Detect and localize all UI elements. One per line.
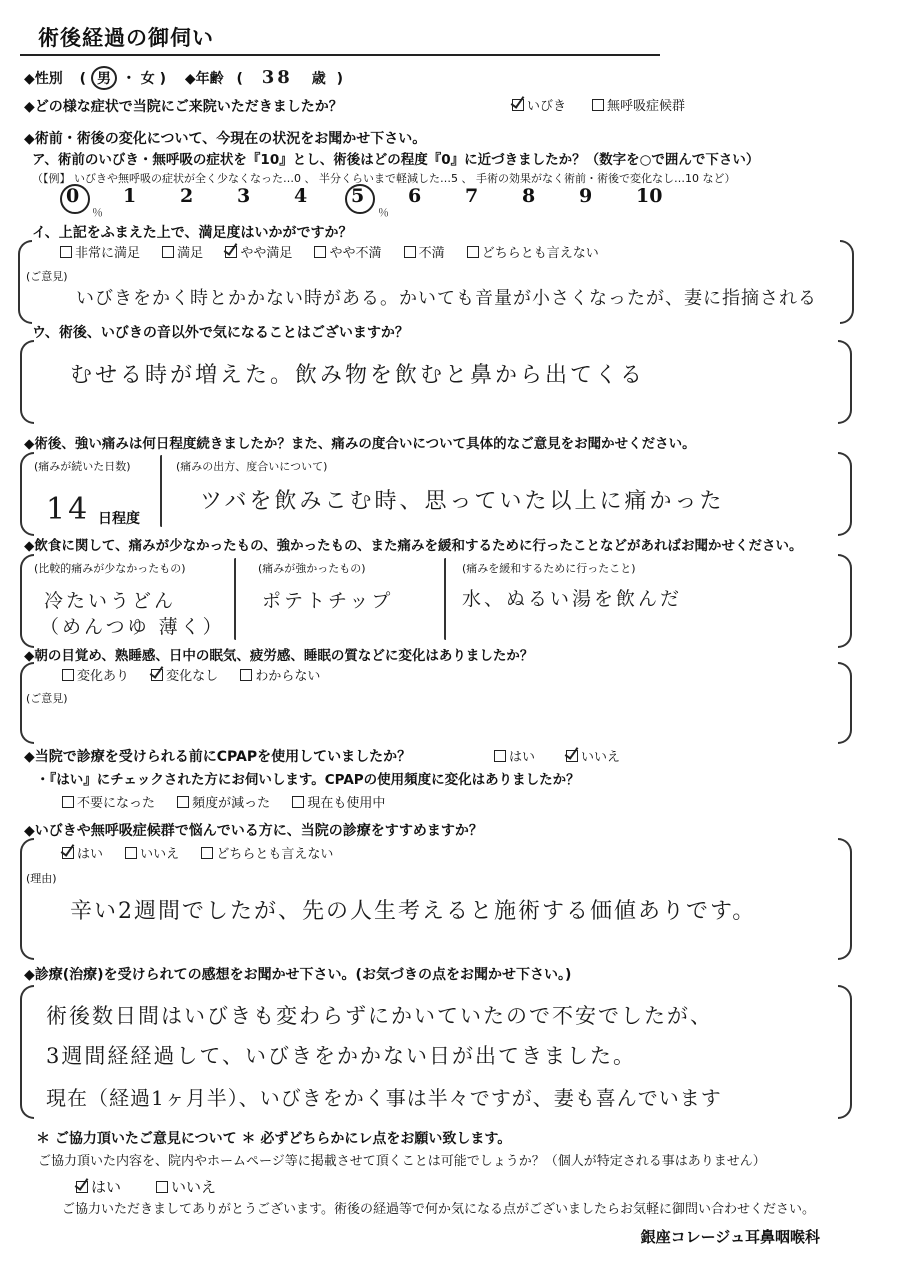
option-label: 不要になった xyxy=(77,796,156,811)
opinion-text[interactable]: いびきをかく時とかかない時がある。かいても音量が小さくなったが、妻に指摘される xyxy=(76,288,817,309)
scale-7[interactable]: 7 xyxy=(465,185,479,207)
bracket-right xyxy=(840,240,854,324)
cpap-option[interactable] xyxy=(292,796,385,811)
option-label: 頻度が減った xyxy=(192,796,271,811)
less-pain-text-1[interactable]: 冷たいうどん xyxy=(44,590,177,612)
gender-male-option[interactable]: 男 xyxy=(91,66,117,90)
option-label: はい xyxy=(91,1178,122,1196)
pain-detail-text[interactable]: ツバを飲みこむ時、思っていた以上に痛かった xyxy=(200,489,725,514)
q2-sub-i: イ、上記をふまえた上で、満足度はいかがですか？ xyxy=(32,225,353,241)
scale-5[interactable]: 5 xyxy=(351,185,365,207)
satisfaction-options xyxy=(60,242,599,261)
annotation-b: ％ xyxy=(378,206,392,219)
thanks-text: ご協力いただきましてありがとうございます。術後の経過等で何か気になる点がございましたらお気軽に御問い合わせください。 xyxy=(62,1202,815,1217)
q1-option-apnea[interactable] xyxy=(592,95,685,114)
bracket-right xyxy=(838,985,852,1119)
cpap-option[interactable] xyxy=(177,796,270,811)
option-label: 無呼吸症候群 xyxy=(607,99,686,114)
scale-6[interactable]: 6 xyxy=(408,185,422,207)
option-label: どちらとも言えない xyxy=(481,246,599,261)
less-pain-label: (比較的痛みが少なかったもの) xyxy=(34,562,186,575)
scale-3[interactable]: 3 xyxy=(237,185,251,207)
page-title: 術後経過の御伺い xyxy=(38,26,214,50)
checkbox-icon[interactable] xyxy=(60,246,72,258)
scale-0[interactable]: 0 xyxy=(66,185,80,207)
q2-sub-a: ア、術前のいびき・無呼吸の症状を『10』とし、術後はどの程度『0』に近づきましたか？（数字を○で囲んで下さい） xyxy=(32,152,760,168)
option-label: はい xyxy=(77,847,104,862)
q6-sub-question: ・『はい』にチェックされた方にお伺いします。CPAPの使用頻度に変化はありましたか？ xyxy=(36,772,580,788)
bracket-right xyxy=(838,452,852,536)
publish-option-no[interactable] xyxy=(156,1176,216,1197)
q7-options xyxy=(62,843,333,862)
profile-row xyxy=(24,66,343,90)
checkbox-checked-icon[interactable] xyxy=(151,669,163,681)
option-label: 満足 xyxy=(177,246,204,261)
q2-heading: ◆術前・術後の変化について、今現在の状況をお聞かせ下さい。 xyxy=(24,131,427,147)
q1-question: ◆どの様な症状で当院にご来院いただきましたか？ xyxy=(24,99,343,115)
q7-question: ◆いびきや無呼吸症候群で悩んでいる方に、当院の診療をすすめますか？ xyxy=(24,823,483,839)
checkbox-icon[interactable] xyxy=(177,796,189,808)
checkbox-checked-icon[interactable] xyxy=(512,99,524,111)
scale-9[interactable]: 9 xyxy=(579,185,593,207)
checkbox-icon[interactable] xyxy=(592,99,604,111)
bracket-left xyxy=(20,452,34,536)
satisfaction-option[interactable] xyxy=(404,246,445,261)
checkbox-checked-icon[interactable] xyxy=(62,847,74,859)
gender-female-option[interactable]: 女 xyxy=(140,71,155,87)
q8-question: ◆診療(治療)を受けられての感想をお聞かせ下さい。(お気づきの点をお聞かせ下さい。) xyxy=(24,967,572,983)
strong-pain-text[interactable]: ポテトチップ xyxy=(262,590,394,612)
scale-10[interactable]: 10 xyxy=(636,185,663,207)
q2-sub-u: ウ、術後、いびきの音以外で気になることはございますか？ xyxy=(32,325,409,341)
checkbox-checked-icon[interactable] xyxy=(76,1181,88,1193)
q5-opinion-label: (ご意見) xyxy=(26,692,68,705)
option-label: どちらとも言えない xyxy=(216,847,334,862)
sleep-option[interactable] xyxy=(240,669,320,684)
checkbox-icon[interactable] xyxy=(156,1181,168,1193)
pain-days-value[interactable]: 14 xyxy=(46,492,91,527)
clinic-name: 銀座コレージュ耳鼻咽喉科 xyxy=(640,1228,820,1246)
q1-option-snoring[interactable] xyxy=(512,95,566,114)
pain-days-label: (痛みが続いた日数) xyxy=(34,460,131,473)
bracket-right xyxy=(838,662,852,744)
checkbox-icon[interactable] xyxy=(162,246,174,258)
option-label: 変化あり xyxy=(77,669,130,684)
reason-label: (理由) xyxy=(26,872,57,885)
q6-sub-options xyxy=(62,792,385,811)
satisfaction-option[interactable] xyxy=(467,246,599,261)
satisfaction-option[interactable] xyxy=(162,246,203,261)
checkbox-icon[interactable] xyxy=(314,246,326,258)
sleep-option[interactable] xyxy=(62,669,129,684)
q5-options xyxy=(62,665,320,684)
checkbox-icon[interactable] xyxy=(201,847,213,859)
satisfaction-option[interactable] xyxy=(314,246,381,261)
recommend-option[interactable] xyxy=(125,847,179,862)
bracket-left xyxy=(20,340,34,424)
impression-line[interactable]: 現在（経過1ヶ月半）、いびきをかく事は半々ですが、妻も喜んでいます xyxy=(46,1086,722,1110)
option-label: はい xyxy=(509,750,536,765)
option-label: やや不満 xyxy=(329,246,382,261)
checkbox-checked-icon[interactable] xyxy=(566,750,578,762)
option-label: 非常に満足 xyxy=(75,246,141,261)
checkbox-icon[interactable] xyxy=(292,796,304,808)
age-value[interactable]: 38 xyxy=(261,67,293,88)
relief-label: (痛みを緩和するために行ったこと) xyxy=(462,562,636,575)
cpap-option[interactable] xyxy=(62,796,155,811)
checkbox-icon[interactable] xyxy=(240,669,252,681)
recommend-option[interactable] xyxy=(62,847,103,862)
publish-option-yes[interactable] xyxy=(76,1176,121,1197)
bracket-left xyxy=(20,985,34,1119)
bracket-right xyxy=(838,340,852,424)
checkbox-icon[interactable] xyxy=(62,796,74,808)
impression-line[interactable]: 術後数日間はいびきも変わらずにかいていたので不安でしたが、 xyxy=(46,1004,713,1028)
bracket-left xyxy=(20,554,34,648)
impression-line[interactable]: 3週間経経過して、いびきをかかない日が出てきました。 xyxy=(46,1044,636,1068)
checkbox-icon[interactable] xyxy=(404,246,416,258)
age-paren-open: ( xyxy=(236,71,243,87)
bracket-right xyxy=(838,554,852,648)
checkbox-icon[interactable] xyxy=(62,669,74,681)
circle-mark-5 xyxy=(345,184,375,214)
divider xyxy=(234,558,237,640)
gender-paren-close: ) xyxy=(159,71,166,87)
scale-4[interactable]: 4 xyxy=(294,185,308,207)
relief-text[interactable]: 水、ぬるい湯を飲んだ xyxy=(462,588,683,610)
q6-question: ◆当院で診療を受けられる前にCPAPを使用していましたか？ xyxy=(24,749,412,765)
circle-mark-0 xyxy=(60,184,90,214)
option-label: 現在も使用中 xyxy=(307,796,386,811)
age-unit: 歳 xyxy=(311,71,326,87)
checkbox-icon[interactable] xyxy=(467,246,479,258)
age-paren-close: ) xyxy=(336,71,343,87)
reason-text[interactable]: 辛い2週間でしたが、先の人生考えると施術する価値ありです。 xyxy=(70,899,757,924)
strong-pain-label: (痛みが強かったもの) xyxy=(258,562,366,575)
scale-2[interactable]: 2 xyxy=(180,185,194,207)
footer-note-heading: ＊ ご協力頂いたご意見について ＊ 必ずどちらかにレ点をお願い致します。 xyxy=(36,1131,512,1147)
gender-paren-open: ( xyxy=(79,71,87,87)
divider xyxy=(160,455,163,527)
option-label: いいえ xyxy=(581,750,621,765)
scale-1[interactable]: 1 xyxy=(123,185,137,207)
q6-option-no[interactable] xyxy=(566,746,620,765)
opinion-label: (ご意見) xyxy=(26,270,68,283)
satisfaction-option[interactable] xyxy=(225,246,292,261)
checkbox-icon[interactable] xyxy=(494,750,506,762)
divider xyxy=(444,558,447,640)
option-label: いびき xyxy=(527,99,567,114)
gender-label: ◆性別 xyxy=(24,71,63,87)
scale-8[interactable]: 8 xyxy=(522,185,536,207)
option-label: いいえ xyxy=(171,1178,217,1196)
option-label: わからない xyxy=(255,669,321,684)
satisfaction-option[interactable] xyxy=(60,246,140,261)
option-label: 不満 xyxy=(418,246,445,261)
q2-example: （【例】 いびきや無呼吸の症状が全く少なくなった…0 、 半分くらいまで軽減した…5 、 手術の効果がなく術前・術後で変化なし…10 など） xyxy=(32,172,736,185)
option-label: 変化なし xyxy=(166,669,219,684)
checkbox-checked-icon[interactable] xyxy=(225,246,237,258)
age-label: ◆年齢 xyxy=(184,71,224,87)
q5-question: ◆朝の目覚め、熟睡感、日中の眠気、疲労感、睡眠の質などに変化はありましたか？ xyxy=(24,648,534,664)
option-label: いいえ xyxy=(140,847,180,862)
option-label: やや満足 xyxy=(240,246,293,261)
q4-question: ◆飲食に関して、痛みが少なかったもの、強かったもの、また痛みを緩和するために行ったことなどがあればお聞かせください。 xyxy=(24,538,803,554)
other-concern-text[interactable]: むせる時が増えた。飲み物を飲むと鼻から出てくる xyxy=(70,363,646,388)
gender-separator: ・ xyxy=(121,71,136,87)
q6-option-yes[interactable] xyxy=(494,746,535,765)
bracket-left xyxy=(20,838,34,960)
sleep-option[interactable] xyxy=(151,669,218,684)
recommend-option[interactable] xyxy=(201,847,333,862)
checkbox-icon[interactable] xyxy=(125,847,137,859)
less-pain-text-2[interactable]: （めんつゆ 薄く） xyxy=(40,616,225,638)
pain-detail-label: (痛みの出方、度合いについて) xyxy=(176,460,328,473)
footer-note-body: ご協力頂いた内容を、院内やホームページ等に掲載させて頂くことは可能でしょうか？（個人が特定される事はありません） xyxy=(38,1154,766,1169)
pain-days-unit: 日程度 xyxy=(98,511,140,527)
bracket-right xyxy=(838,838,852,960)
q3-question: ◆術後、強い痛みは何日程度続きましたか？また、痛みの度合いについて具体的なご意見をお聞かせください。 xyxy=(24,436,696,452)
annotation-a: ％ xyxy=(92,206,106,219)
title-underline xyxy=(20,54,660,56)
